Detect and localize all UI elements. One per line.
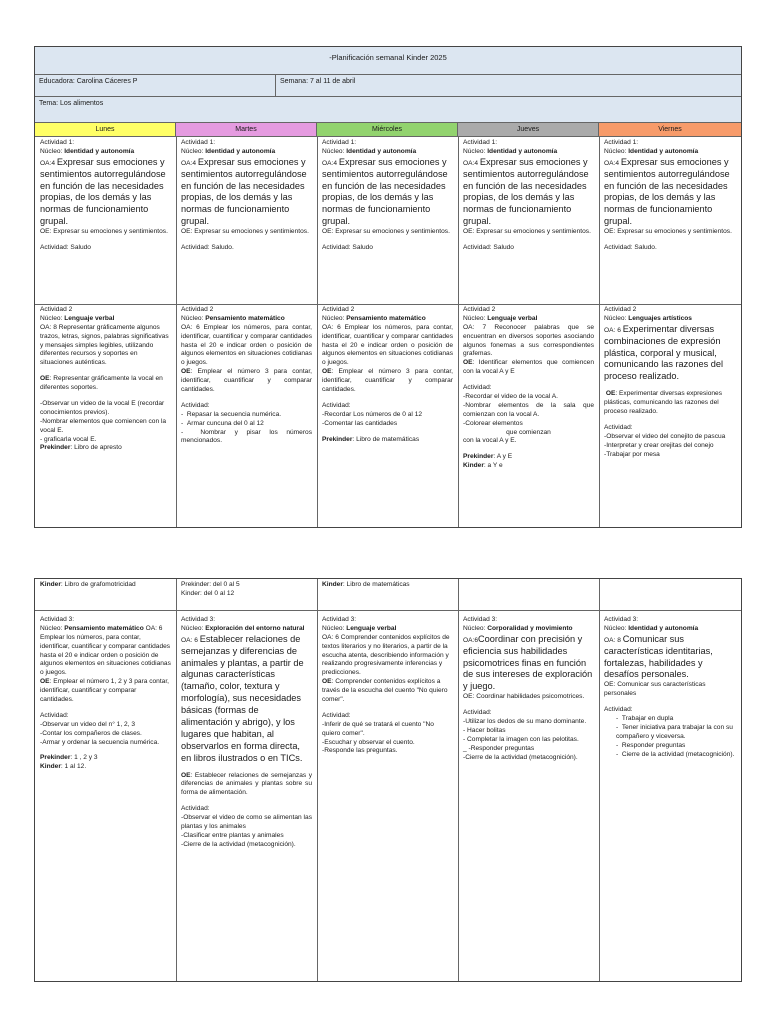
activity-1-miercoles: Actividad 1: Núcleo: Identidad y autonomía OA:4 Expresar sus emociones y sentimientos autorregulándose en función de las necesidades propias, de los demás y las normas de funcionamiento grupal. OE: Expresar su emociones y sentimientos. Actividad: Saludo — [322, 139, 450, 252]
martes-number-range: Prekinder: del 0 al 5 Kinder: del 0 al 12 — [181, 581, 240, 597]
day-martes: Martes — [176, 123, 317, 136]
meta-row — [35, 75, 741, 97]
day-jueves: Jueves — [458, 123, 599, 136]
activity-2-martes: Actividad 2 Núcleo: Pensamiento matemático OA: 6 Emplear los números, para contar, identificar, cuantificar y comparar cantidades hasta el 20 e indicar orden o posición de algunos elementos en situaciones cotidianas o juegos. OE: Emplear el número 3 para contar, identificar, cuantificar y comparar cantidades. Actividad: - Repasar la secuencia numérica. - Armar cuncuna del 0 al 12 - Nombrar y pisar los números mencionados. — [181, 306, 312, 445]
educadora-label: Educadora: Carolina Cáceres P — [39, 78, 138, 85]
activity-3-lunes: Actividad 3: Núcleo: Pensamiento matemático OA: 6 Emplear los números, para contar, identificar, cuantificar y comparar cantidades hasta el 20 e indicar orden o posición de algunos elementos en situaciones cotidianas o juegos. OE: Emplear el número 1, 2 y 3 para contar, identificar, cuantificar y comparar cantidades. Actividad: -Observar un video del n° 1, 2, 3 -Contar los compañeros de clases. -Armar y ordenar la secuencia numérica. Prekinder: 1 , 2 y 3 Kinder: 1 al 12. — [40, 616, 171, 771]
activity-1-lunes: Actividad 1: Núcleo: Identidad y autonomía OA:4 Expresar sus emociones y sentimientos autorregulándose en función de las necesidades propias, de los demás y las normas de funcionamiento grupal. OE: Expresar su emociones y sentimientos. Actividad: Saludo — [40, 139, 168, 252]
document-title: -Planificación semanal Kinder 2025 — [35, 47, 741, 75]
activity-2-jueves: Actividad 2 Núcleo: Lenguaje verbal OA: 7 Reconocer palabras que se encuentran en diversos soportes asociando algunos fonemas a sus correspondientes grafemas. OE: Identificar elementos que comiencen con la vocal A y E Actividad: -Recordar el video de la vocal A. -Nombrar elementos de la sala que comienzan con la vocal A. -Colorear elementos que comienzan con la vocal A y E. Prekinder: A y E Kinder: a Y e — [463, 306, 594, 470]
planning-table-page-1 — [34, 46, 742, 528]
tema-label: Tema: Los alimentos — [35, 97, 741, 123]
day-header-row — [35, 123, 741, 137]
activity-2-miercoles: Actividad 2 Núcleo: Pensamiento matemático OA: 6 Emplear los números, para contar, identificar, cuantificar y comparar cantidades hasta el 20 e indicar orden o posición de algunos elementos en situaciones cotidianas o juegos. OE: Emplear el número 3 para contar, identificar, cuantificar y comparar cantidades. Actividad: -Recordar Los números de 0 al 12 -Comentar las cantidades Prekinder: Libro de matemáticas — [322, 306, 453, 443]
activity-3-miercoles: Actividad 3: Núcleo: Lenguaje verbal OA: 6 Comprender contenidos explícitos de textos literarios y no literarios, a partir de la escucha atenta, describiendo información y realizando progresivamente inferencias y predicciones. OE: Comprender contenidos explícitos a través de la escucha del cuento "No quiero comer". Actividad: -Inferir de qué se tratará el cuento "No quiero comer". -Escuchar y observar el cuento. -Responde las preguntas. — [322, 616, 450, 755]
kinder-grafomotricidad: Kinder: Libro de grafomotricidad — [40, 581, 136, 588]
activity-1-viernes: Actividad 1: Núcleo: Identidad y autonomía OA:4 Expresar sus emociones y sentimientos autorregulándose en función de las necesidades propias, de los demás y las normas de funcionamiento grupal. OE: Expresar su emociones y sentimientos. Actividad: Saludo. — [604, 139, 732, 252]
activity-2-lunes: Actividad 2 Núcleo: Lenguaje verbal OA: 8 Representar gráficamente algunos trazos, letras, signos, palabras significativas y mensajes simples legibles, utilizando diferentes recursos y soportes en situaciones auténticas. OE: Representar gráficamente la vocal en diferentes soportes. -Observar un video de la vocal E (recordar conocimientos previos). -Nombrar elementos que comiencen con la vocal E. - graficarla vocal E. Prekinder: Libro de apresto — [40, 306, 169, 452]
kinder-matematicas: Kinder: Libro de matemáticas — [322, 581, 410, 588]
semana-label: Semana: 7 al 11 de abril — [275, 75, 355, 96]
activity-1-jueves: Actividad 1: Núcleo: Identidad y autonomía OA:4 Expresar sus emociones y sentimientos autorregulándose en función de las necesidades propias, de los demás y las normas de funcionamiento grupal. OE: Expresar su emociones y sentimientos. Actividad: Saludo — [463, 139, 591, 252]
activity-3-jueves: Actividad 3: Núcleo: Corporalidad y movimiento OA:6Coordinar con precisión y eficiencia sus habilidades psicomotrices finas en función de sus intereses de exploración y juego. OE: Coordinar habilidades psicomotrices. Actividad: -Utilizar los dedos de su mano dominante. - Hacer bolitas - Completar la imagen con las pelotitas. _ -Responder preguntas -Cierre de la actividad (metacognición). — [463, 616, 593, 761]
planning-table-page-2 — [34, 578, 742, 982]
activity-2-viernes: Actividad 2 Núcleo: Lenguajes artísticos OA: 6 Experimentar diversas combinaciones de expresión plástica, corporal y musical, comunicando las razones del proceso realizado. OE: Experimentar diversas expresiones plásticas, comunicando las razones del proceso realizado. Actividad: -Observar el video del conejito de pascua -Interpretar y crear orejitas del conejo -Trabajar por mesa — [604, 306, 726, 458]
day-viernes: Viernes — [599, 123, 741, 136]
activity-1-martes: Actividad 1: Núcleo: Identidad y autonomía OA:4 Expresar sus emociones y sentimientos autorregulándose en función de las necesidades propias, de los demás y las normas de funcionamiento grupal. OE: Expresar su emociones y sentimientos. Actividad: Saludo. — [181, 139, 309, 252]
activity-3-martes: Actividad 3: Núcleo: Exploración del entorno natural OA: 6 Establecer relaciones de semejanzas y diferencias de animales y plantas, a partir de algunas características (tamaño, color, textura y morfología), sus necesidades básicas (formas de alimentación y abrigo), y los lugares que habitan, al observarlos en forma directa, en libros ilustrados o en TICs. OE: Establecer relaciones de semejanzas y diferencias de animales y plantas sobre su forma de alimentación. Actividad: -Observar el video de como se alimentan las plantas y los animales -Clasificar entre plantas y animales -Cierre de la actividad (metacognición). — [181, 616, 312, 848]
day-miercoles: Miércoles — [317, 123, 458, 136]
day-lunes: Lunes — [35, 123, 176, 136]
activity-3-viernes: Actividad 3: Núcleo: Identidad y autonomía OA: 8 Comunicar sus características identitarias, fortalezas, habilidades y desafíos personales. OE: Comunicar sus características personales Actividad: - Trabajar en dupla - Tener iniciativa para trabajar la con su compañero y viceversa. - Responder preguntas - Cierre de la actividad (metacognición). — [604, 616, 735, 758]
